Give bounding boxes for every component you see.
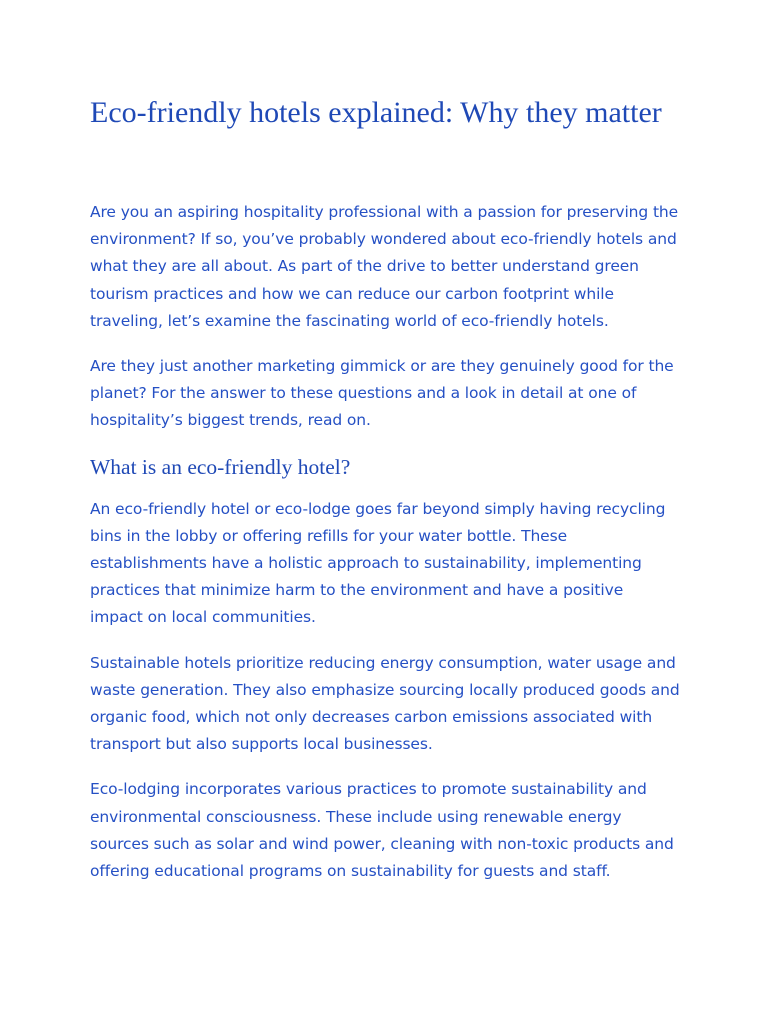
document-body: [90, 199, 680, 903]
section-paragraph-2: Sustainable hotels prioritize reducing energy consumption, water usage and waste generation. They also emphasize sourcing locally produced goods and organic food, which not only decreases carbon emissions associated with transport but also supports local businesses.: [90, 653, 680, 754]
intro-paragraph-1: Are you an aspiring hospitality professional with a passion for preserving the environment? If so, you’ve probably wondered about eco-friendly hotels and what they are all about. As part of the drive to better understand green tourism practices and how we can reduce our carbon footprint while traveling, let’s examine the fascinating world of eco-friendly hotels.: [90, 203, 679, 330]
document-title: Eco-friendly hotels explained: Why they matter: [90, 96, 662, 129]
section-paragraph-3: Eco-lodging incorporates various practices to promote sustainability and environmental consciousness. These include using renewable energy sources such as solar and wind power, cleaning with non-toxic products and offering educational programs on sustainability for guests and staff.: [90, 780, 674, 881]
section-heading: What is an eco-friendly hotel?: [90, 454, 351, 479]
intro-paragraph-2: Are they just another marketing gimmick or are they genuinely good for the planet? For the answer to these questions and a look in detail at one of hospitality’s biggest trends, read on.: [90, 357, 674, 430]
section-paragraph-1: An eco-friendly hotel or eco-lodge goes far beyond simply having recycling bins in the lobby or offering refills for your water bottle. These establishments have a holistic approach to sustainability, implementing practices that minimize harm to the environment and have a positive impact on local communities.: [90, 499, 666, 627]
